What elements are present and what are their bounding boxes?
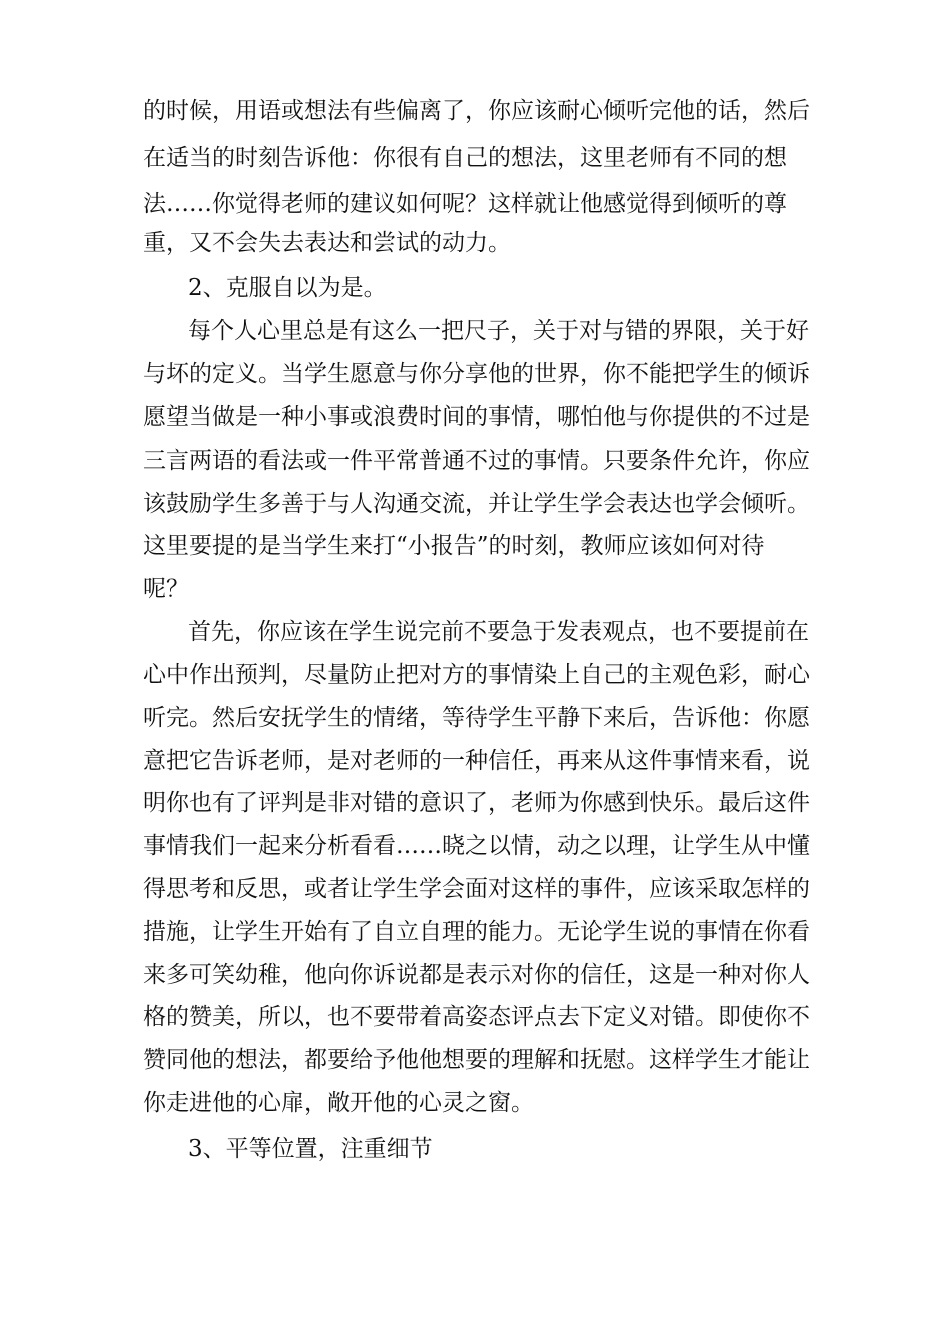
text-line xyxy=(0,565,950,613)
line-text: 法……你觉得老师的建议如何呢？这样就让他感觉得到倾听的尊 xyxy=(143,191,787,217)
text-line xyxy=(0,307,950,355)
line-text: 来多可笑幼稚，他向你诉说都是表示对你的信任，这是一种对你人 xyxy=(143,962,810,988)
line-text: 这里要提的是当学生来打“小报告”的时刻，教师应该如何对待 xyxy=(143,533,765,559)
line-text: 得思考和反思，或者让学生学会面对这样的事件，应该采取怎样的 xyxy=(143,876,810,902)
text-line xyxy=(0,219,950,267)
text-line xyxy=(0,651,950,699)
line-text: 意把它告诉老师，是对老师的一种信任，再来从这件事情来看，说 xyxy=(143,748,810,774)
heading-text: 2、克服自以为是。 xyxy=(188,275,387,301)
line-text: 听完。然后安抚学生的情绪，等待学生平静下来后，告诉他：你愿 xyxy=(143,705,810,731)
text-line xyxy=(0,437,950,485)
text-line xyxy=(0,522,950,570)
text-line xyxy=(0,779,950,827)
line-text: 该鼓励学生多善于与人沟通交流，并让学生学会表达也学会倾听。 xyxy=(143,491,810,517)
text-line xyxy=(0,1079,950,1127)
line-text: 三言两语的看法或一件平常普通不过的事情。只要条件允许，你应 xyxy=(143,448,810,474)
text-line xyxy=(0,865,950,913)
line-text: 与坏的定义。当学生愿意与你分享他的世界，你不能把学生的倾诉 xyxy=(143,361,810,387)
line-text: 心中作出预判，尽量防止把对方的事情染上自己的主观色彩，耐心 xyxy=(143,662,810,688)
section-heading xyxy=(0,264,950,312)
heading-text: 3、平等位置，注重细节 xyxy=(188,1136,433,1162)
text-line xyxy=(0,822,950,870)
line-text: 事情我们一起来分析看看……晓之以情，动之以理，让学生从中懂 xyxy=(143,833,810,859)
line-text: 每个人心里总是有这么一把尺子，关于对与错的界限，关于好 xyxy=(188,318,809,344)
text-line xyxy=(0,350,950,398)
line-text: 重，又不会失去表达和尝试的动力。 xyxy=(143,230,511,256)
line-text: 明你也有了评判是非对错的意识了，老师为你感到快乐。最后这件 xyxy=(143,790,810,816)
line-text: 在适当的时刻告诉他：你很有自己的想法，这里老师有不同的想 xyxy=(143,145,787,171)
section-heading xyxy=(0,1125,950,1173)
text-line xyxy=(0,87,950,135)
line-text: 格的赞美，所以，也不要带着高姿态评点去下定义对错。即使你不 xyxy=(143,1004,810,1030)
line-text: 呢？ xyxy=(143,576,189,602)
text-line xyxy=(0,393,950,441)
text-line xyxy=(0,694,950,742)
text-line xyxy=(0,951,950,999)
line-text: 愿望当做是一种小事或浪费时间的事情，哪怕他与你提供的不过是 xyxy=(143,404,810,430)
text-line xyxy=(0,908,950,956)
line-text: 的时候，用语或想法有些偏离了，你应该耐心倾听完他的话，然后 xyxy=(143,98,810,124)
line-text: 你走进他的心扉，敞开他的心灵之窗。 xyxy=(143,1090,534,1116)
text-line xyxy=(0,608,950,656)
line-text: 首先，你应该在学生说完前不要急于发表观点，也不要提前在 xyxy=(188,619,809,645)
text-line xyxy=(0,993,950,1041)
line-text: 措施，让学生开始有了自立自理的能力。无论学生说的事情在你看 xyxy=(143,919,810,945)
text-line xyxy=(0,1036,950,1084)
line-text: 赞同他的想法，都要给予他他想要的理解和抚慰。这样学生才能让 xyxy=(143,1047,810,1073)
text-line xyxy=(0,737,950,785)
text-line xyxy=(0,480,950,528)
text-line xyxy=(0,134,950,182)
